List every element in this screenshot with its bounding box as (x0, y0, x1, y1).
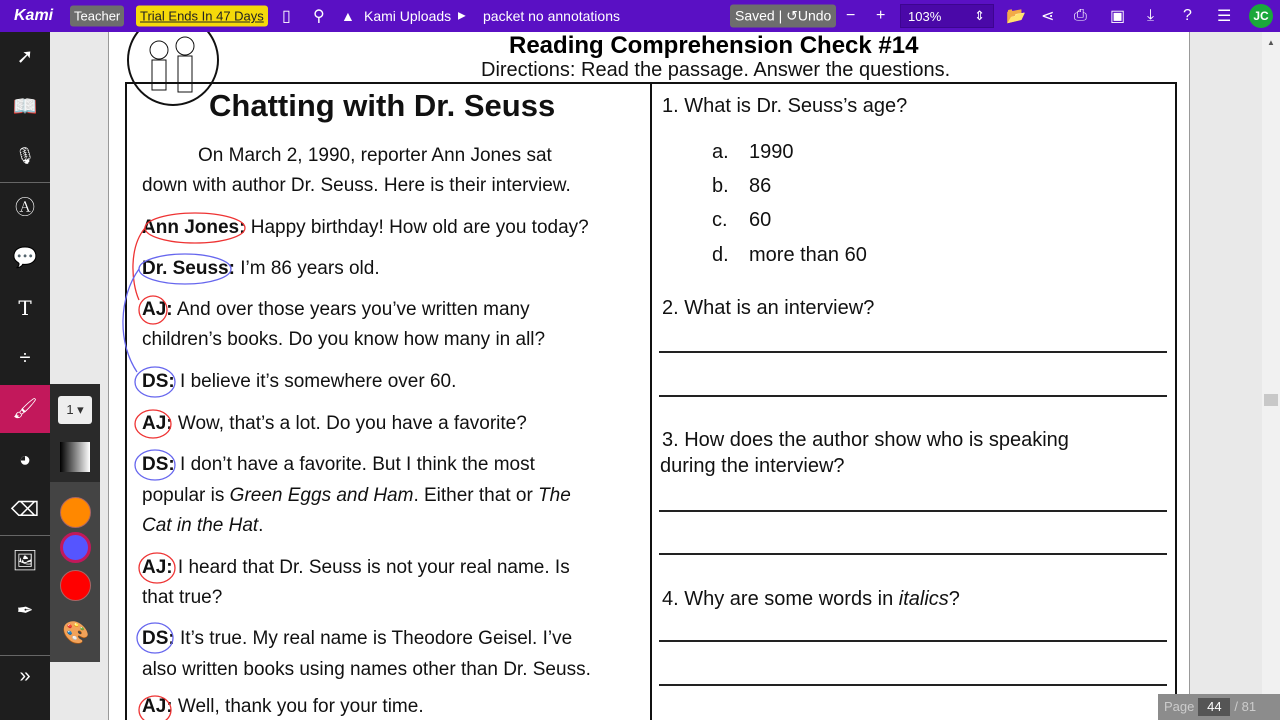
file-name[interactable]: packet no annotations (483, 8, 620, 24)
speaker-label: Dr. Seuss: (142, 258, 235, 279)
save-icon[interactable]: ▣ (1110, 8, 1126, 25)
passage-line (142, 485, 571, 507)
passage-text: On March 2, 1990, reporter Ann Jones sat (198, 145, 552, 166)
passage-text: . Either that or (413, 485, 539, 506)
print-icon[interactable]: ⎙ (1074, 7, 1087, 24)
comment-tool-icon[interactable]: 💬 (12, 247, 38, 269)
left-toolbar (0, 32, 50, 720)
question-4-text: 4. Why are some words in (662, 588, 899, 610)
speaker-label: DS: (142, 628, 175, 649)
answer-line[interactable] (659, 351, 1167, 353)
answer-line[interactable] (659, 510, 1167, 512)
zoom-in-button[interactable]: + (876, 7, 886, 24)
passage-line (142, 557, 570, 579)
speaker-label: Ann Jones: (142, 217, 246, 238)
passage-text: I believe it’s somewhere over 60. (174, 371, 457, 392)
undo-button[interactable]: ↺Undo (786, 7, 832, 24)
drawing-options-panel (50, 384, 100, 662)
option-letter: d. (712, 244, 729, 266)
stroke-size-value: 1 (66, 402, 74, 417)
question-4 (662, 588, 960, 611)
passage-line (142, 175, 571, 197)
passage-text: that true? (142, 587, 223, 608)
question-3-cont: during the interview? (660, 455, 845, 477)
expand-toolbar-icon[interactable]: » (19, 665, 31, 687)
eraser-tool-icon[interactable]: ⌫ (10, 499, 40, 521)
option-text: 1990 (749, 141, 794, 163)
google-drive-icon: ▲ (341, 8, 355, 24)
speaker-label: AJ: (142, 413, 173, 434)
speaker-label: AJ: (142, 299, 173, 320)
chevron-right-icon: ▶ (458, 10, 466, 22)
question-1: 1. What is Dr. Seuss’s age? (662, 95, 908, 117)
help-icon[interactable]: ? (1183, 7, 1192, 24)
color-swatch-blue[interactable] (60, 532, 91, 563)
stroke-size-select[interactable]: 1 ▾ (58, 396, 92, 424)
saved-label: Saved (735, 7, 775, 24)
vertical-scrollbar[interactable] (1262, 32, 1280, 720)
scroll-thumb[interactable] (1264, 394, 1278, 406)
undo-label: Undo (797, 7, 832, 24)
zoom-select[interactable] (900, 4, 994, 28)
passage-text: I heard that Dr. Seuss is not your real name. Is (172, 557, 570, 578)
scroll-up-icon[interactable]: ▲ (1267, 38, 1275, 47)
passage-line (142, 329, 545, 351)
speaker-label: AJ: (142, 557, 173, 578)
passage-line (142, 413, 527, 435)
folder-open-icon[interactable]: 📂 (1006, 8, 1026, 25)
markup-tool-icon[interactable]: Ⓐ (15, 197, 35, 219)
passage-text: Happy birthday! How old are you today? (245, 217, 589, 238)
kami-logo: Kami (14, 7, 54, 24)
voice-comment-tool-icon[interactable]: 🎙 (14, 148, 36, 165)
drawing-tool-icon[interactable]: 🖌 (0, 385, 50, 433)
share-icon[interactable]: ⋖ (1041, 8, 1055, 25)
question-3: 3. How does the author show who is speaking (662, 429, 1069, 451)
italic-title: Green Eggs and Ham (229, 485, 414, 506)
passage-line (142, 659, 591, 681)
opacity-slider[interactable] (60, 442, 90, 472)
option-letter: c. (712, 209, 728, 231)
answer-line[interactable] (659, 684, 1167, 686)
avatar[interactable]: JC (1249, 4, 1273, 28)
zoom-value: 103% (908, 9, 942, 24)
passage-text: also written books using names other than Dr. Seuss. (142, 659, 591, 680)
passage-line (142, 371, 456, 393)
passage-line (142, 628, 572, 650)
speaker-label: AJ: (142, 696, 173, 717)
role-badge: Teacher (70, 6, 124, 27)
directions: Directions: Read the passage. Answer the questions. (481, 59, 951, 81)
passage-line (142, 258, 380, 280)
passage-line (142, 587, 222, 609)
option-text: 60 (749, 209, 772, 231)
option-text: more than 60 (749, 244, 867, 266)
passage-text: It’s true. My real name is Theodore Geisel. I’ve (174, 628, 573, 649)
save-status: Saved | ↺Undo (730, 5, 836, 28)
passage-text: Wow, that’s a lot. Do you have a favorite? (172, 413, 527, 434)
palette-icon[interactable]: 🎨 (62, 620, 90, 645)
page-label: Page (1164, 699, 1195, 714)
signature-tool-icon[interactable]: ✒ (16, 600, 34, 622)
passage-line (142, 515, 263, 537)
speaker-label: DS: (142, 371, 175, 392)
select-arrows-icon: ⇕ (974, 8, 985, 23)
page-number-input[interactable]: 44 (1198, 698, 1230, 716)
passage-text: down with author Dr. Seuss. Here is their interview. (142, 175, 571, 196)
zoom-out-button[interactable]: − (846, 7, 856, 24)
equation-tool-icon[interactable]: ÷ (19, 347, 31, 369)
option-text: 86 (749, 175, 772, 197)
passage-line (198, 145, 552, 167)
question-4-text: italics (898, 588, 949, 610)
italic-title: The (538, 485, 571, 506)
menu-icon[interactable]: ☰ (1217, 8, 1232, 25)
question-2: 2. What is an interview? (662, 297, 875, 319)
option-letter: a. (712, 141, 729, 163)
page-indicator (1158, 694, 1280, 720)
breadcrumb-root[interactable]: Kami Uploads (364, 8, 452, 24)
passage-line (142, 696, 424, 718)
dictionary-tool-icon[interactable]: 📖 (12, 96, 38, 118)
question-4-text: ? (948, 588, 960, 610)
search-icon[interactable]: ⚲ (313, 8, 325, 25)
passage-line (142, 299, 530, 321)
worksheet-header: Reading Comprehension Check #14 (509, 32, 919, 59)
download-icon[interactable]: ⤓ (1147, 7, 1155, 24)
passage-text: I don’t have a favorite. But I think the most (174, 454, 535, 475)
passage-text: . (258, 515, 264, 536)
speaker-label: DS: (142, 454, 175, 475)
answer-line[interactable] (659, 395, 1167, 397)
color-swatch-red[interactable] (60, 570, 91, 601)
option-letter: b. (712, 175, 729, 197)
answer-line[interactable] (659, 640, 1167, 642)
answer-line[interactable] (659, 553, 1167, 555)
document-page (108, 32, 1190, 720)
top-toolbar (0, 0, 1280, 32)
passage-text: And over those years you’ve written many (172, 299, 530, 320)
sidebar-toggle-icon[interactable]: ▯ (282, 8, 291, 25)
passage-title: Chatting with Dr. Seuss (209, 88, 556, 123)
color-swatch-orange[interactable] (60, 497, 91, 528)
text-tool-icon[interactable]: T (18, 296, 32, 320)
passage-line (142, 217, 589, 239)
page-total: / 81 (1234, 699, 1257, 714)
passage-text: Well, thank you for your time. (172, 696, 424, 717)
column-divider (650, 82, 652, 720)
add-image-tool-icon[interactable]: 🖼 (12, 550, 38, 572)
passage-text: popular is (142, 485, 230, 506)
passage-text: I’m 86 years old. (234, 258, 380, 279)
passage-line (142, 454, 535, 476)
passage-text: children’s books. Do you know how many in all? (142, 329, 546, 350)
italic-title: Cat in the Hat (142, 515, 259, 536)
shapes-tool-icon[interactable]: ◕ (18, 449, 32, 471)
trial-link[interactable]: Trial Ends In 47 Days (136, 6, 268, 27)
select-tool-icon[interactable]: ➚ (16, 46, 34, 68)
